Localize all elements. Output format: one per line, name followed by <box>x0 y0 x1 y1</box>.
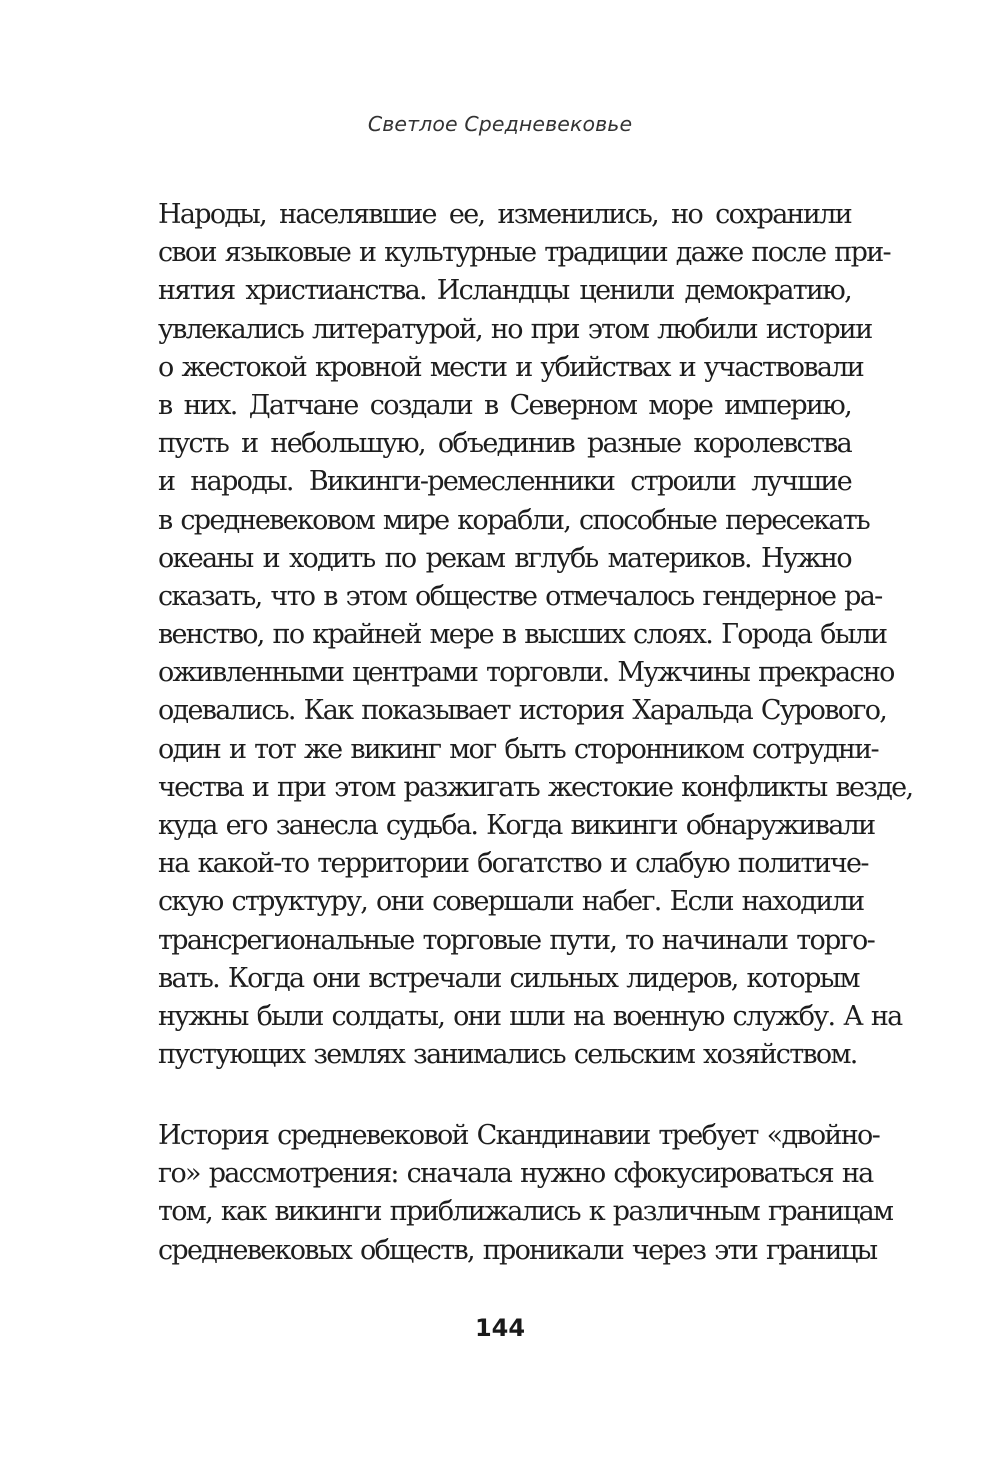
text-line: скую структуру, они совершали набег. Если находили <box>158 886 864 918</box>
page-number: 144 <box>474 1314 526 1342</box>
text-line: венство, по крайней мере в высших слоях. Города были <box>158 619 887 651</box>
text-line: трансрегиональные торговые пути, то начинали торго- <box>158 924 875 956</box>
text-line: куда его занесла судьба. Когда викинги обнаруживали <box>158 810 875 841</box>
paragraph-2 <box>158 1117 893 1270</box>
text-line: оживленными центрами торговли. Мужчины прекрасно <box>158 657 894 689</box>
text-line: том, как викинги приближались к различным границам <box>158 1196 893 1228</box>
text-line: Народы, населявшие ее, изменились, но сохранили <box>158 199 851 230</box>
text-line: вать. Когда они встречали сильных лидеров, которым <box>158 962 859 994</box>
text-line: свои языковые и культурные традиции даже после при- <box>158 237 890 269</box>
text-line: на какой-то территории богатство и слабую политиче- <box>158 848 868 880</box>
text-line: пустующих землях занимались сельским хозяйством. <box>158 1039 857 1071</box>
text-line: сказать, что в этом обществе отмечалось гендерное ра- <box>158 580 882 612</box>
text-line: о жестокой кровной мести и убийствах и участвовали <box>158 351 863 383</box>
text-line: История средневековой Скандинавии требует «двойно- <box>158 1120 880 1151</box>
text-line: нужны были солдаты, они шли на военную службу. А на <box>158 1000 902 1032</box>
text-line: чества и при этом разжигать жестокие конфликты везде, <box>158 771 913 803</box>
text-line: в них. Датчане создали в Северном море империю, <box>158 389 851 421</box>
text-line: средневековых обществ, проникали через эти границы <box>158 1234 877 1266</box>
text-line: увлекались литературой, но при этом любили истории <box>158 313 872 345</box>
text-line: океаны и ходить по рекам вглубь материков. Нужно <box>158 542 851 574</box>
running-header: Светлое Средневековье <box>367 112 633 136</box>
paragraph-1 <box>158 196 913 1074</box>
text-line: и народы. Викинги-ремесленники строили лучшие <box>158 466 851 498</box>
text-line: одевались. Как показывает история Харальда Сурового, <box>158 695 887 727</box>
text-line: один и тот же викинг мог быть сторонником сотрудни- <box>158 733 878 765</box>
text-line: в средневековом мире корабли, способные пересекать <box>158 504 870 536</box>
text-line: го» рассмотрения: сначала нужно сфокусироваться на <box>158 1158 873 1190</box>
text-line: нятия христианства. Исландцы ценили демократию, <box>158 275 851 307</box>
text-line: пусть и небольшую, объединив разные королевства <box>158 428 851 460</box>
